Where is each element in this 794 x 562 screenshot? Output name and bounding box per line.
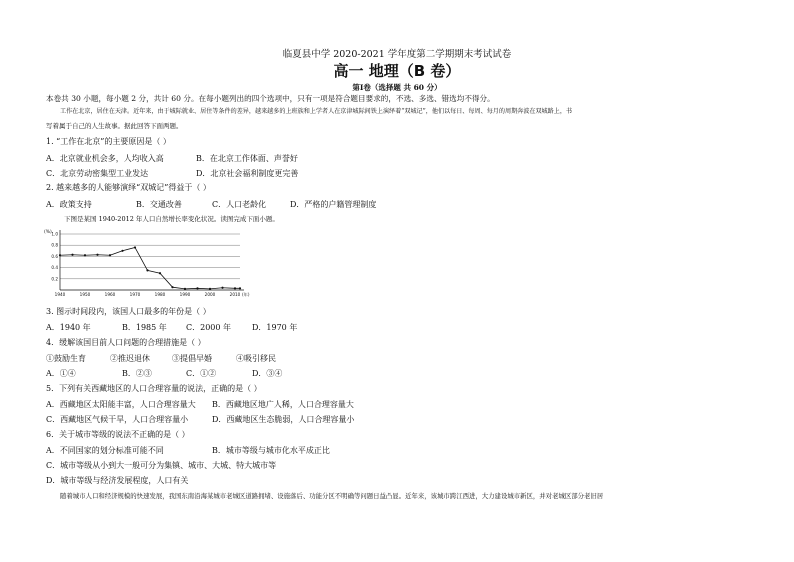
passage1-line1: 工作在北京，居住在天津。近年来，由于城际就业、居住等条件的差异，越来越多的上班族和上学者人在京津城际间铁上演绎着“双城记”，他们以每日、每周、每月的周期奔波在双城路上，书 bbox=[60, 108, 573, 115]
data-point bbox=[121, 250, 123, 252]
y-axis-label: (%) bbox=[44, 230, 52, 235]
data-point bbox=[234, 287, 236, 289]
y-tick-label: 0.2 bbox=[51, 276, 58, 282]
data-point bbox=[171, 286, 173, 288]
x-axis-label: (年) bbox=[242, 292, 250, 297]
q4-option-d[interactable]: D．③④ bbox=[252, 369, 283, 378]
q4-option-a[interactable]: A．①④ bbox=[46, 369, 76, 378]
section-title: 第Ⅰ卷（选择题 共 60 分） bbox=[352, 83, 442, 92]
data-point bbox=[71, 254, 73, 256]
q3-option-c[interactable]: C．2000 年 bbox=[186, 323, 232, 332]
q2-option-b[interactable]: B．交通改善 bbox=[136, 200, 182, 209]
q3-option-d[interactable]: D．1970 年 bbox=[252, 323, 298, 332]
x-tick-label: 1980 bbox=[154, 292, 166, 297]
series-line bbox=[60, 247, 240, 288]
x-tick-label: 1950 bbox=[79, 292, 91, 297]
school-exam-title: 临夏县中学 2020-2021 学年度第二学期期末考试试卷 bbox=[282, 49, 512, 60]
q5-option-c[interactable]: C．西藏地区气候干旱，人口合理容量小 bbox=[46, 415, 189, 424]
q4-item-2: ②推迟退休 bbox=[110, 354, 150, 363]
data-point bbox=[134, 246, 136, 248]
passage2: 随着城市人口和经济规模的快速发展，我国东南沿海某城市老城区道路拥堵、设施落后、功能分区不明确等问题日益凸显。近年来，该城市跨江西进，大力建设城市新区，并对老城区部分老旧居 bbox=[60, 492, 604, 500]
q2-stem: 2. 越来越多的人能够演绎“双城记”得益于（ ） bbox=[46, 183, 211, 192]
q3-option-a[interactable]: A．1940 年 bbox=[46, 323, 91, 332]
data-point bbox=[59, 254, 61, 256]
q5-option-b[interactable]: B．西藏地区地广人稀，人口合理容量大 bbox=[212, 400, 354, 409]
y-tick-label: 0.6 bbox=[51, 253, 58, 259]
q1-stem: 1. “工作在北京”的主要原因是（ ） bbox=[46, 137, 171, 146]
x-tick-label: 1990 bbox=[179, 292, 191, 297]
data-point bbox=[221, 287, 223, 289]
q4-option-b[interactable]: B．②③ bbox=[122, 369, 152, 378]
data-point bbox=[159, 272, 161, 274]
population-growth-chart bbox=[40, 226, 250, 302]
q5-stem: 5．下列有关西藏地区的人口合理容量的说法，正确的是（ ） bbox=[46, 384, 262, 393]
q5-option-a[interactable]: A．西藏地区太阳能丰富，人口合理容量大 bbox=[46, 400, 196, 409]
data-point bbox=[146, 269, 148, 271]
q1-option-b[interactable]: B．在北京工作体面、声誉好 bbox=[196, 154, 298, 163]
x-tick-label: 1960 bbox=[104, 292, 116, 297]
q5-option-d[interactable]: D．西藏地区生态脆弱，人口合理容量小 bbox=[212, 415, 355, 424]
q4-item-4: ④吸引移民 bbox=[236, 354, 276, 363]
q3-stem: 3. 图示时间段内，该国人口最多的年份是（ ） bbox=[46, 307, 211, 316]
data-point bbox=[109, 254, 111, 256]
x-tick-label: 1970 bbox=[129, 292, 141, 297]
passage1-line2: 写着属于自己的人生故事。据此回答下面两题。 bbox=[46, 122, 183, 130]
data-point bbox=[96, 254, 98, 256]
instructions: 本卷共 30 小题，每小题 2 分，共计 60 分。在每小题列出的四个选项中，只有一项是符合题目要求的，不选、多选、错选均不得分。 bbox=[46, 94, 495, 103]
x-tick-label: 2010 bbox=[229, 292, 241, 297]
q6-option-a[interactable]: A．不同国家的划分标准可能不同 bbox=[46, 446, 164, 455]
x-tick-label: 2000 bbox=[204, 292, 216, 297]
q6-option-d[interactable]: D．城市等级与经济发展程度，人口有关 bbox=[46, 476, 189, 485]
q4-item-3: ③提倡早婚 bbox=[172, 354, 212, 363]
q6-option-b[interactable]: B．城市等级与城市化水平成正比 bbox=[212, 446, 330, 455]
data-point bbox=[84, 254, 86, 256]
data-point bbox=[184, 288, 186, 290]
q2-option-d[interactable]: D．严格的户籍管理制度 bbox=[290, 200, 377, 209]
q2-option-a[interactable]: A．政策支持 bbox=[46, 200, 92, 209]
subject-title: 高一 地理（B 卷） bbox=[333, 62, 461, 80]
q1-option-a[interactable]: A．北京就业机会多，人均收入高 bbox=[46, 154, 164, 163]
q6-stem: 6．关于城市等级的说法不正确的是（ ） bbox=[46, 430, 190, 439]
chart-intro: 下图是某国 1940-2012 年人口自然增长率变化状况。读图完成下面小题。 bbox=[64, 215, 279, 223]
q1-option-d[interactable]: D．北京社会福利制度更完善 bbox=[196, 169, 299, 178]
q2-option-c[interactable]: C．人口老龄化 bbox=[212, 200, 267, 209]
data-point bbox=[239, 287, 241, 289]
x-tick-label: 1940 bbox=[54, 292, 66, 297]
q1-option-c[interactable]: C．北京劳动密集型工业发达 bbox=[46, 169, 149, 178]
data-point bbox=[196, 287, 198, 289]
y-tick-label: 0.8 bbox=[51, 242, 58, 248]
q4-stem: 4．缓解该国目前人口问题的合理措施是（ ） bbox=[46, 338, 206, 347]
q3-option-b[interactable]: B．1985 年 bbox=[122, 323, 167, 332]
q4-item-1: ①鼓励生育 bbox=[46, 354, 86, 363]
q6-option-c[interactable]: C．城市等级从小到大一般可分为集镇、城市、大城、特大城市等 bbox=[46, 461, 277, 470]
y-tick-label: 1.0 bbox=[51, 231, 58, 237]
q4-option-c[interactable]: C．①② bbox=[186, 369, 217, 378]
data-point bbox=[209, 288, 211, 290]
y-tick-label: 0.4 bbox=[51, 265, 58, 271]
